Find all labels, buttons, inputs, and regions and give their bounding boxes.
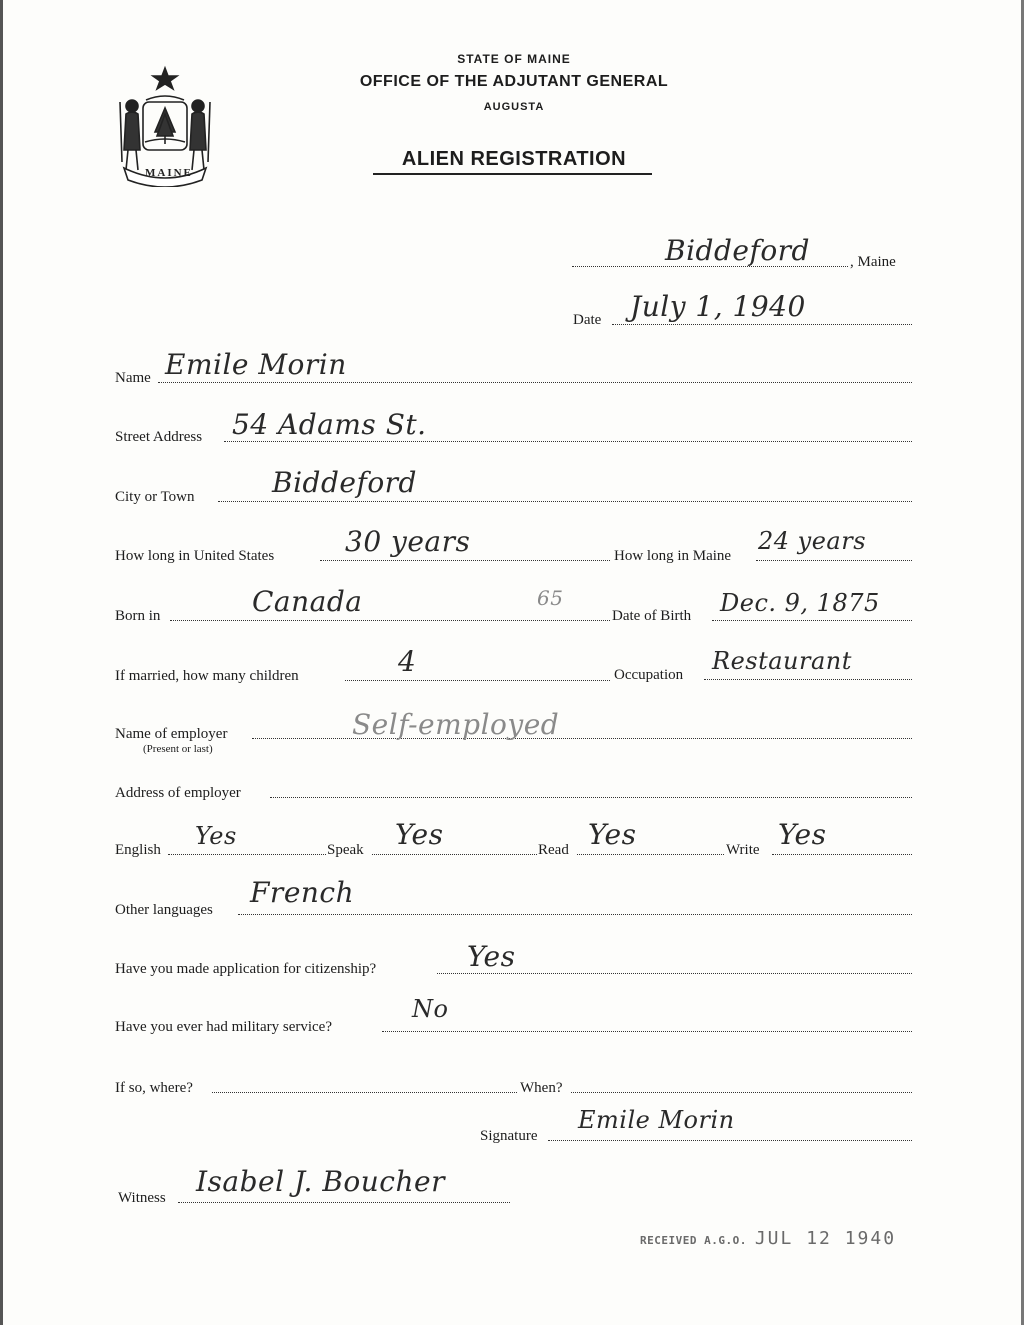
header-office: OFFICE OF THE ADJUTANT GENERAL <box>359 73 669 90</box>
how-long-us-line <box>320 560 610 561</box>
born-in-value: Canada <box>252 585 363 618</box>
employer-value: Self-employed <box>352 708 560 741</box>
age-note: 65 <box>537 586 564 610</box>
other-languages-value: French <box>250 876 355 909</box>
when-line <box>571 1092 912 1093</box>
occupation-value: Restaurant <box>712 647 852 675</box>
received-stamp-date: JUL 12 1940 <box>754 1228 897 1249</box>
received-stamp <box>640 1228 896 1249</box>
employer-address-line <box>270 797 912 798</box>
street-address-label: Street Address <box>115 429 203 445</box>
read-line <box>577 854 724 855</box>
how-long-us-value: 30 years <box>345 525 471 558</box>
title-underline <box>373 173 652 175</box>
date-label: Date <box>573 312 602 328</box>
born-in-label: Born in <box>115 608 161 624</box>
how-long-us-label: How long in United States <box>115 548 275 564</box>
received-stamp-label: RECEIVED A.G.O. <box>640 1234 747 1247</box>
occupation-label: Occupation <box>614 667 684 683</box>
street-address-line <box>224 441 912 442</box>
children-line <box>345 680 610 681</box>
signature-line <box>548 1140 912 1141</box>
city-value: Biddeford <box>272 466 417 499</box>
date-of-birth-line <box>712 620 912 621</box>
occupation-line <box>704 679 912 680</box>
english-label: English <box>115 842 161 858</box>
write-label: Write <box>726 842 760 858</box>
employer-line <box>252 738 912 739</box>
date-of-birth-label: Date of Birth <box>612 608 692 624</box>
military-value: No <box>412 995 449 1023</box>
city-label: City or Town <box>115 489 195 505</box>
military-line <box>382 1031 912 1032</box>
speak-label: Speak <box>327 842 364 858</box>
other-languages-line <box>238 914 912 915</box>
seal-ribbon-text: MAINE <box>145 167 193 179</box>
street-address-value: 54 Adams St. <box>232 408 427 441</box>
speak-line <box>372 854 537 855</box>
citizenship-label: Have you made application for citizenship? <box>115 961 377 977</box>
read-label: Read <box>538 842 569 858</box>
born-in-line <box>170 620 610 621</box>
read-value: Yes <box>588 818 637 851</box>
header-city: AUGUSTA <box>483 101 545 113</box>
town-value: Biddeford <box>665 234 810 267</box>
citizenship-value: Yes <box>467 940 516 973</box>
military-label: Have you ever had military service? <box>115 1019 332 1035</box>
if-so-where-line <box>212 1092 517 1093</box>
form-title: ALIEN REGISTRATION <box>401 148 627 170</box>
name-value: Emile Morin <box>165 348 347 381</box>
citizenship-line <box>437 973 912 974</box>
write-value: Yes <box>778 818 827 851</box>
if-so-where-label: If so, where? <box>115 1080 193 1096</box>
employer-address-label: Address of employer <box>115 785 241 801</box>
state-suffix-label: , Maine <box>850 254 896 270</box>
city-line <box>218 501 912 502</box>
employer-label: Name of employer <box>115 726 228 742</box>
children-value: 4 <box>398 645 417 678</box>
employer-note: (Present or last) <box>143 743 213 755</box>
date-of-birth-value: Dec. 9, 1875 <box>720 589 880 617</box>
form-header <box>0 0 1024 200</box>
date-line <box>612 324 912 325</box>
how-long-maine-line <box>756 560 912 561</box>
header-state: STATE OF MAINE <box>457 52 571 66</box>
signature-label: Signature <box>480 1128 538 1144</box>
witness-label: Witness <box>118 1190 166 1206</box>
witness-line <box>178 1202 510 1203</box>
date-value: July 1, 1940 <box>630 290 806 323</box>
write-line <box>772 854 912 855</box>
when-label: When? <box>520 1080 563 1096</box>
other-languages-label: Other languages <box>115 902 213 918</box>
how-long-maine-value: 24 years <box>758 527 867 555</box>
how-long-maine-label: How long in Maine <box>614 548 732 564</box>
english-line <box>168 854 326 855</box>
speak-value: Yes <box>395 818 444 851</box>
signature-value: Emile Morin <box>578 1106 735 1134</box>
witness-value: Isabel J. Boucher <box>196 1165 445 1198</box>
name-line <box>158 382 912 383</box>
children-label: If married, how many children <box>115 668 299 684</box>
english-value: Yes <box>195 822 237 850</box>
name-label: Name <box>115 370 151 386</box>
